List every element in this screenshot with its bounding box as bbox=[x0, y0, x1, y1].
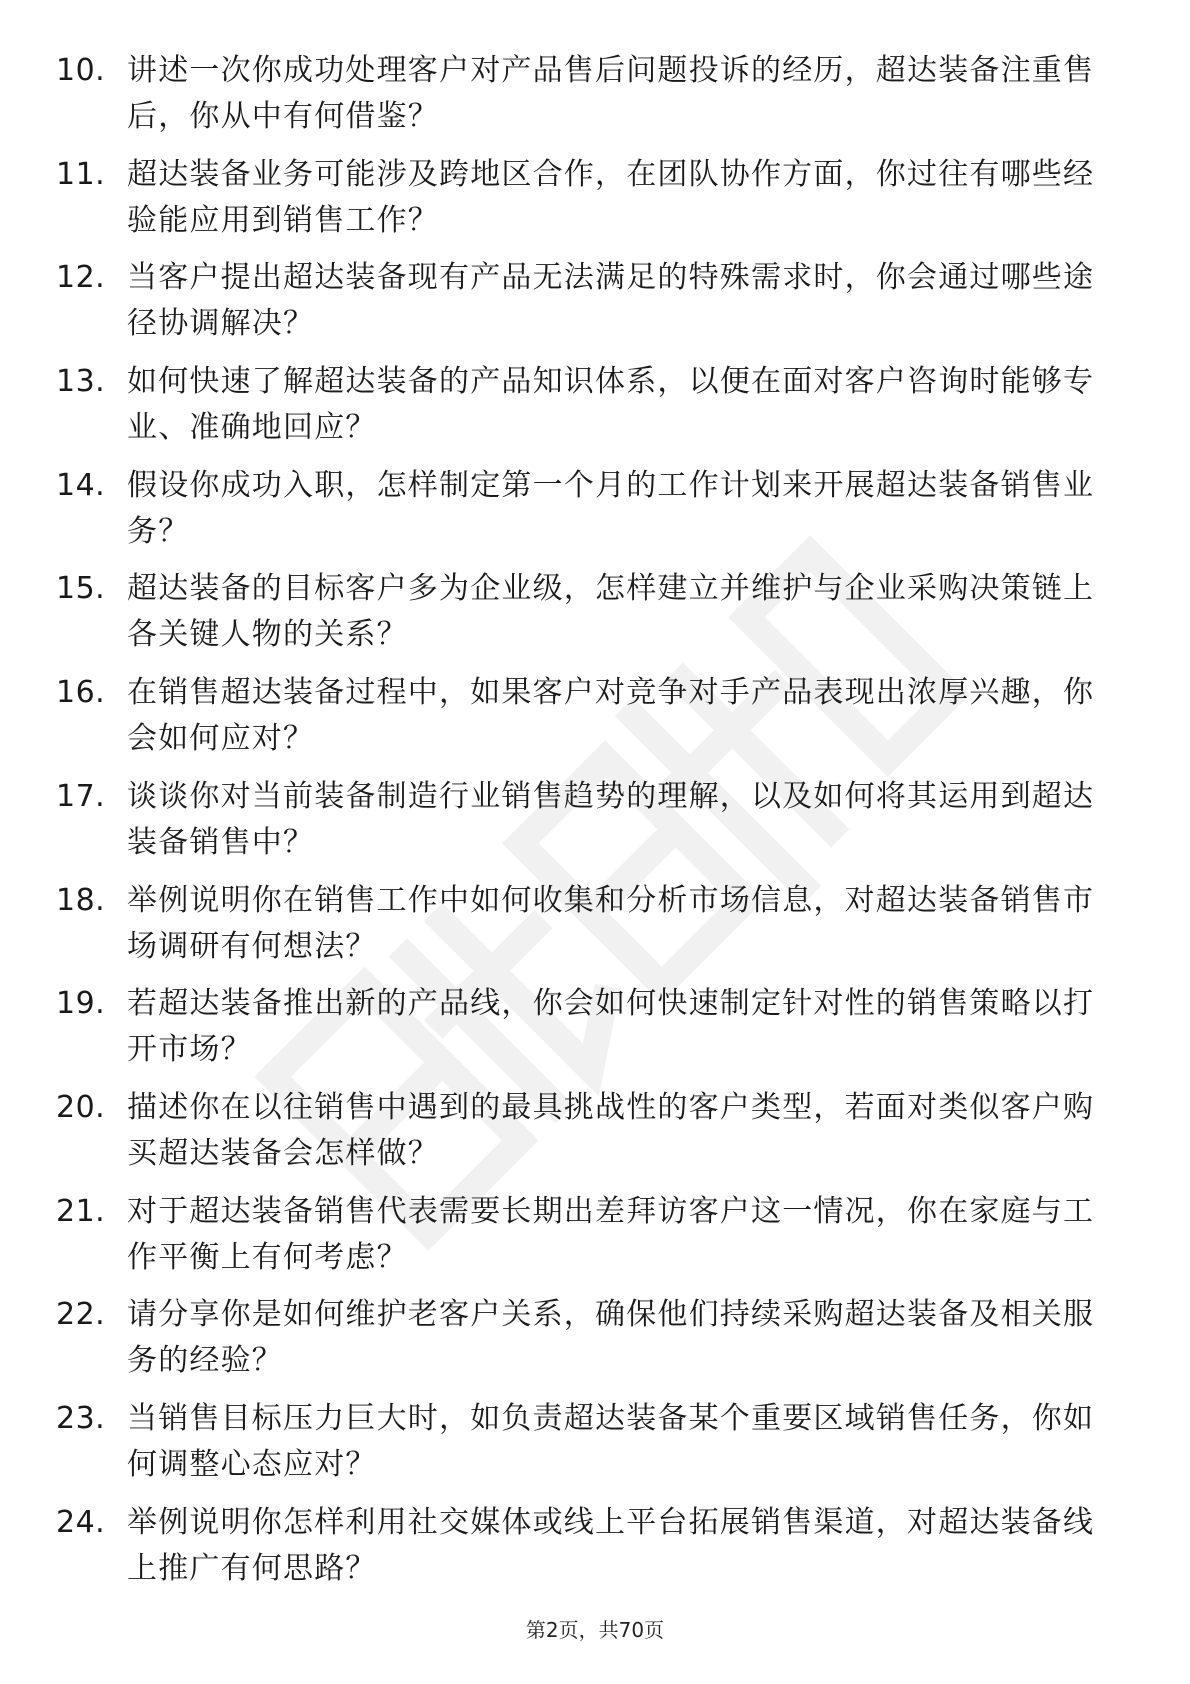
question-text: 如何快速了解超达装备的产品知识体系，以便在面对客户咨询时能够专业、准确地回应？ bbox=[127, 364, 1095, 446]
question-item bbox=[0, 1292, 1190, 1396]
question-item bbox=[0, 1085, 1190, 1189]
question-number: 17. bbox=[56, 778, 106, 814]
question-item bbox=[0, 255, 1190, 359]
question-item bbox=[0, 566, 1190, 670]
question-item bbox=[0, 1500, 1190, 1604]
question-item bbox=[0, 1189, 1190, 1293]
question-number: 23. bbox=[56, 1400, 106, 1436]
question-number: 10. bbox=[56, 53, 106, 88]
question-text: 对于超达装备销售代表需要长期出差拜访客户这一情况，你在家庭与工作平衡上有何考虑？ bbox=[127, 1193, 1095, 1275]
question-item bbox=[0, 1396, 1190, 1500]
question-number: 12. bbox=[56, 260, 106, 296]
question-item bbox=[0, 463, 1190, 567]
question-item bbox=[0, 48, 1190, 152]
question-number: 20. bbox=[56, 1089, 106, 1125]
question-text: 当销售目标压力巨大时，如负责超达装备某个重要区域销售任务，你如何调整心态应对？ bbox=[127, 1400, 1095, 1482]
question-number: 22. bbox=[56, 1297, 106, 1333]
question-number: 14. bbox=[56, 467, 106, 503]
question-text: 假设你成功入职，怎样制定第一个月的工作计划来开展超达装备销售业务？ bbox=[127, 467, 1095, 549]
question-number: 18. bbox=[56, 882, 106, 918]
question-item bbox=[0, 670, 1190, 774]
question-item bbox=[0, 152, 1190, 256]
question-text: 若超达装备推出新的产品线，你会如何快速制定针对性的销售策略以打开市场？ bbox=[127, 986, 1095, 1068]
question-number: 24. bbox=[56, 1504, 106, 1540]
question-number: 16. bbox=[56, 675, 106, 711]
question-number: 19. bbox=[56, 986, 106, 1022]
question-item bbox=[0, 981, 1190, 1085]
question-text: 谈谈你对当前装备制造行业销售趋势的理解，以及如何将其运用到超达装备销售中？ bbox=[127, 778, 1095, 860]
question-text: 请分享你是如何维护老客户关系，确保他们持续采购超达装备及相关服务的经验？ bbox=[127, 1297, 1095, 1379]
question-item bbox=[0, 359, 1190, 463]
question-text: 超达装备的目标客户多为企业级，怎样建立并维护与企业采购决策链上各关键人物的关系？ bbox=[127, 571, 1095, 653]
question-text: 当客户提出超达装备现有产品无法满足的特殊需求时，你会通过哪些途径协调解决？ bbox=[127, 260, 1095, 342]
question-text: 举例说明你在销售工作中如何收集和分析市场信息，对超达装备销售市场调研有何想法？ bbox=[127, 882, 1095, 964]
question-number: 15. bbox=[56, 571, 106, 607]
question-number: 21. bbox=[56, 1193, 106, 1229]
question-number: 11. bbox=[56, 156, 106, 192]
question-item bbox=[0, 774, 1190, 878]
question-text: 在销售超达装备过程中，如果客户对竞争对手产品表现出浓厚兴趣，你会如何应对？ bbox=[127, 675, 1095, 757]
question-number: 13. bbox=[56, 364, 106, 400]
question-text: 举例说明你怎样利用社交媒体或线上平台拓展销售渠道，对超达装备线上推广有何思路？ bbox=[127, 1504, 1095, 1586]
page-number-footer: 第2页，共70页 bbox=[525, 1618, 665, 1642]
question-item bbox=[0, 878, 1190, 982]
question-text: 超达装备业务可能涉及跨地区合作，在团队协作方面，你过往有哪些经验能应用到销售工作？ bbox=[127, 156, 1095, 238]
question-text: 描述你在以往销售中遇到的最具挑战性的客户类型，若面对类似客户购买超达装备会怎样做？ bbox=[127, 1089, 1095, 1171]
question-list bbox=[0, 48, 1190, 1603]
question-text: 讲述一次你成功处理客户对产品售后问题投诉的经历，超达装备注重售后，你从中有何借鉴？ bbox=[127, 53, 1095, 134]
